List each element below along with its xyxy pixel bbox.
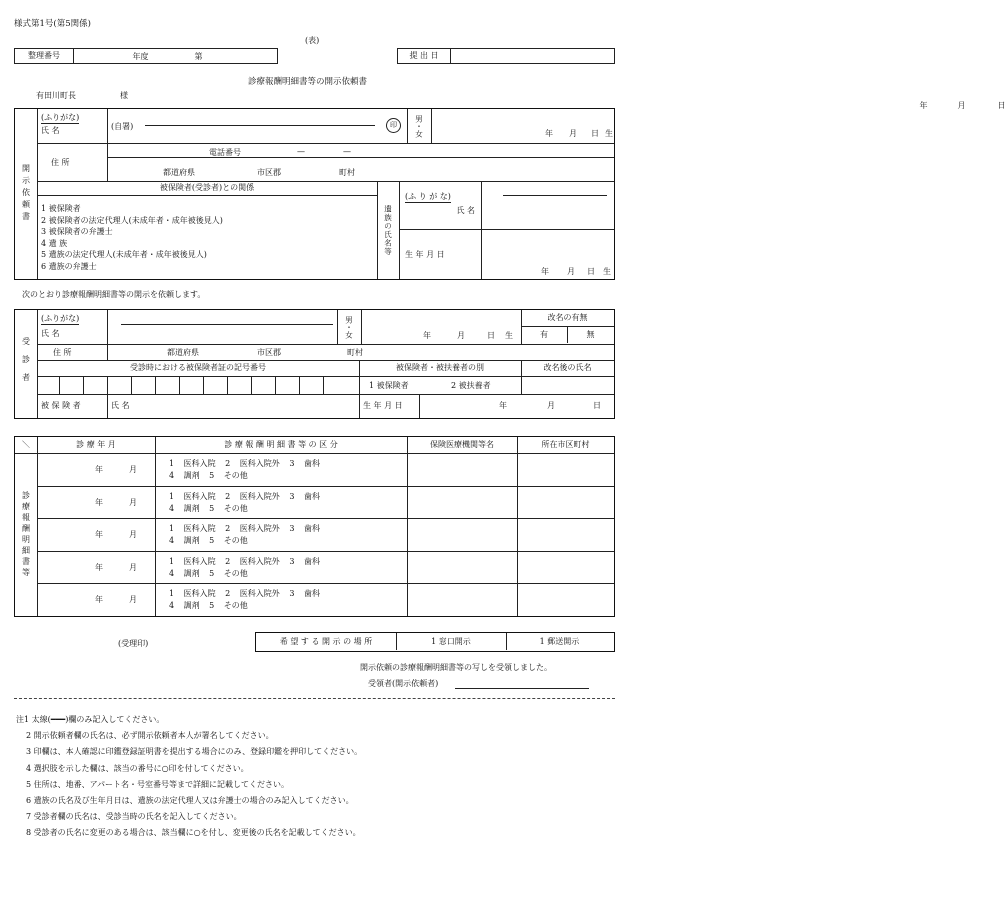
receiver-label: 受領者(開示依頼者) [368, 679, 439, 688]
date-cell[interactable] [37, 453, 156, 486]
class-cell[interactable] [155, 453, 408, 486]
location-cell[interactable] [517, 583, 614, 616]
relation-option[interactable]: 3 被保険者の弁護士 [41, 227, 113, 236]
requester-prefecture: 都道府県 [163, 168, 195, 177]
requester-name-field[interactable] [107, 109, 408, 144]
location-cell[interactable] [517, 486, 614, 518]
relation-option[interactable]: 6 遺族の弁護士 [41, 261, 97, 271]
patient-birth-day: 日 [487, 331, 495, 340]
note-item: 4 選択肢を示した欄は、該当の番号に○印を付してください。 [26, 763, 249, 773]
class-options-line1: 1 医科入院 2 医科入院外 3 歯科 [169, 589, 320, 598]
class-cell[interactable] [155, 551, 408, 583]
requester-section-label: 開示依頼書 [15, 109, 38, 279]
col-date-header: 診 療 年 月 [37, 437, 156, 454]
institution-cell[interactable] [407, 486, 518, 518]
card-number-title: 受診時における被保険者証の記号番号 [37, 360, 360, 377]
submission-day: 日 [997, 100, 1006, 110]
patient-address-label: 住 所 [53, 348, 72, 357]
date-year: 年 [95, 498, 103, 507]
bereaved-label: 遺族の氏名等 [377, 181, 400, 279]
patient-birth-sei: 生 [505, 331, 513, 340]
disclosure-place-box [255, 632, 615, 652]
bereaved-name-label [405, 205, 475, 216]
patient-name-field[interactable] [107, 310, 338, 345]
class-options-line1: 1 医科入院 2 医科入院外 3 歯科 [169, 524, 320, 533]
patient-section-label: 受診者 [15, 310, 38, 418]
insured-birth-year: 年 [499, 401, 507, 410]
relation-options[interactable] [41, 203, 223, 272]
requester-birth-year: 年 [545, 129, 553, 138]
bereaved-birth-year: 年 [541, 267, 549, 276]
category-option-dependent[interactable]: 2 被扶養者 [451, 381, 491, 390]
class-cell[interactable] [155, 583, 408, 616]
statement-section-label: 診療報酬明細書等 [15, 453, 38, 616]
insured-name-label: 被 保 険 者 [41, 401, 81, 410]
class-options-line2: 4 調剤 5 その他 [169, 569, 248, 578]
insured-birth-day: 日 [593, 401, 601, 410]
disclosure-option-mail[interactable]: 1 郵送開示 [539, 637, 580, 646]
form-title: 診療報酬明細書等の開示依頼書 [248, 77, 368, 87]
date-year: 年 [95, 465, 103, 474]
col-location-header: 所在市区町村 [517, 437, 614, 454]
bereaved-birth-field[interactable] [481, 229, 614, 279]
patient-furigana-label: (ふりがな) [41, 314, 80, 323]
statement-section [14, 436, 615, 617]
requester-furigana-label: (ふりがな) [41, 113, 80, 122]
note-item: 3 印欄は、本人確認に印鑑登録証明書を提出する場合にのみ、登録印鑑を押印してください。 [26, 747, 363, 757]
date-month: 月 [129, 595, 137, 604]
receiver-signature-field[interactable] [455, 688, 589, 689]
after-rename-title: 改名後の氏名 [521, 360, 614, 377]
patient-name-label: 氏 名 [41, 329, 60, 338]
rename-yes-option[interactable]: 有 [521, 326, 568, 343]
patient-gender: 男・女 [344, 315, 354, 339]
rename-no-option[interactable]: 無 [586, 330, 595, 339]
form-side: (表) [305, 36, 320, 45]
table-row [37, 486, 614, 519]
after-rename-field[interactable] [521, 376, 614, 395]
note-item: 8 受診者の氏名に変更のある場合は、該当欄に○を付し、変更後の氏名を記載してください。 [26, 828, 361, 838]
requester-birth-sei: 生 [605, 129, 613, 138]
requester-address-label: 住 所 [51, 158, 70, 167]
requester-gender-field[interactable] [407, 109, 432, 144]
patient-birth-year: 年 [423, 331, 431, 340]
institution-cell[interactable] [407, 518, 518, 551]
note-item: 5 住所は、地番、アパート名・号室番号等まで詳細に記載してください。 [26, 779, 289, 789]
submission-month: 月 [957, 100, 966, 110]
addressee-honorific: 様 [120, 91, 128, 100]
insured-birth-label: 生 年 月 日 [363, 401, 403, 410]
receipt-statement: 開示依頼の診療報酬明細書等の写しを受領しました。 [360, 663, 552, 672]
table-row [37, 453, 614, 487]
disclosure-place-label: 希 望 す る 開 示 の 場 所 [256, 633, 397, 650]
reference-label: 整理番号 [15, 49, 74, 64]
class-options-line1: 1 医科入院 2 医科入院外 3 歯科 [169, 459, 320, 468]
date-month: 月 [129, 563, 137, 572]
institution-cell[interactable] [407, 453, 518, 486]
bereaved-birth-month: 月 [567, 267, 575, 276]
requester-birth-field[interactable] [431, 109, 614, 144]
date-cell[interactable] [37, 583, 156, 616]
patient-birth-field[interactable] [361, 310, 522, 345]
reference-value-field[interactable] [74, 49, 278, 64]
requester-phone-dash2: — [343, 147, 351, 156]
class-options-line1: 1 医科入院 2 医科入院外 3 歯科 [169, 492, 320, 501]
date-year: 年 [95, 563, 103, 572]
insured-name-label2: 氏 名 [111, 401, 130, 410]
relation-option[interactable]: 1 被保険者 [41, 204, 81, 213]
requester-gender: 男・女 [414, 114, 424, 138]
class-cell[interactable] [155, 518, 408, 551]
requester-section [14, 108, 615, 280]
requester-birth-month: 月 [569, 129, 577, 138]
institution-cell[interactable] [407, 551, 518, 583]
requester-signature-label: (自署) [111, 122, 134, 131]
submission-date-box [397, 48, 1006, 110]
submission-date-field[interactable] [451, 49, 1006, 110]
table-row [37, 583, 614, 616]
reference-number-box [14, 48, 278, 64]
bereaved-birth-label: 生 年 月 日 [405, 250, 445, 259]
institution-cell[interactable] [407, 583, 518, 616]
date-year: 年 [95, 595, 103, 604]
col-class-header: 診 療 報 酬 明 細 書 等 の 区 分 [155, 437, 408, 454]
bereaved-birth-sei: 生 [603, 267, 611, 276]
date-cell[interactable] [37, 551, 156, 583]
location-cell[interactable] [517, 518, 614, 551]
class-options-line2: 4 調剤 5 その他 [169, 504, 248, 513]
class-options-line2: 4 調剤 5 その他 [169, 601, 248, 610]
date-month: 月 [129, 530, 137, 539]
date-year: 年 [95, 530, 103, 539]
reference-year: 年度 [132, 51, 149, 61]
notes [16, 712, 362, 842]
patient-prefecture: 都道府県 [167, 348, 199, 357]
requester-town: 町村 [339, 168, 355, 177]
col-institution-header: 保険医療機関等名 [407, 437, 518, 454]
patient-gender-field[interactable] [337, 310, 362, 345]
card-number-boxes[interactable] [37, 376, 360, 395]
category-options[interactable] [359, 376, 522, 395]
requester-phone-label: 電話番号 [209, 148, 241, 157]
insured-birth-month: 月 [547, 401, 555, 410]
insured-name-field[interactable] [107, 394, 360, 418]
rename-label: 改名の有無 [521, 310, 614, 327]
note-item: 注1 太線(━━━)欄のみ記入してください。 [16, 715, 165, 724]
bereaved-furigana-label: (ふ り が な) [405, 192, 451, 201]
date-month: 月 [129, 465, 137, 474]
category-option-insured[interactable]: 1 被保険者 [369, 381, 409, 390]
requester-name-label: 氏 名 [41, 126, 60, 135]
class-options-line2: 4 調剤 5 その他 [169, 471, 248, 480]
patient-address-field[interactable] [107, 344, 614, 361]
requester-phone-dash1: — [297, 147, 305, 156]
form-number: 様式第1号(第5関係) [14, 19, 91, 29]
class-cell[interactable] [155, 486, 408, 518]
addressee: 有田川町長 [36, 91, 76, 100]
date-cell[interactable] [37, 486, 156, 518]
requester-city: 市区郡 [257, 168, 281, 177]
class-options-line1: 1 医科入院 2 医科入院外 3 歯科 [169, 557, 320, 566]
intro-text: 次のとおり診療報酬明細書等の開示を依頼します。 [22, 290, 206, 299]
relation-option[interactable]: 4 遺 族 [41, 238, 68, 248]
table-row [37, 518, 614, 552]
note-item: 7 受診者欄の氏名は、受診当時の氏名を記入してください。 [26, 812, 242, 822]
submission-label: 提 出 日 [398, 49, 451, 64]
location-cell[interactable] [517, 551, 614, 583]
table-row [37, 551, 614, 584]
patient-city: 市区郡 [257, 348, 281, 357]
requester-birth-day: 日 [591, 129, 599, 138]
category-title: 被保険者・被扶養者の別 [359, 360, 522, 377]
seal-icon: 印 [386, 118, 401, 133]
bereaved-birth-day: 日 [587, 267, 595, 276]
note-item: 2 開示依頼者欄の氏名は、必ず開示依頼者本人が署名してください。 [26, 731, 274, 741]
patient-section [14, 309, 615, 419]
note-item: 6 遺族の氏名及び生年月日は、遺族の法定代理人又は弁護士の場合のみ記入してください。 [26, 796, 354, 806]
bereaved-name-field[interactable] [481, 181, 614, 230]
patient-birth-month: 月 [457, 331, 465, 340]
relation-block [37, 181, 378, 279]
insured-birth-field[interactable] [419, 394, 614, 418]
submission-year: 年 [919, 100, 928, 110]
disclosure-option-window[interactable]: 1 窓口開示 [396, 633, 507, 650]
receipt-stamp-label: (受理印) [118, 639, 149, 648]
relation-option[interactable]: 2 被保険者の法定代理人(未成年者・成年被後見人) [41, 215, 223, 225]
relation-option[interactable]: 5 遺族の法定代理人(未成年者・成年被後見人) [41, 250, 207, 259]
requester-address-field[interactable] [107, 143, 614, 182]
relation-title: 被保険者(受診者)との関係 [37, 181, 377, 196]
location-cell[interactable] [517, 453, 614, 486]
patient-town: 町村 [347, 348, 363, 357]
divider [14, 698, 615, 699]
class-options-line2: 4 調剤 5 その他 [169, 536, 248, 545]
corner-cell: ＼ [15, 437, 38, 454]
date-month: 月 [129, 498, 137, 507]
bereaved-name-text: 氏 名 [456, 206, 475, 215]
date-cell[interactable] [37, 518, 156, 551]
reference-no: 第 [194, 51, 203, 61]
